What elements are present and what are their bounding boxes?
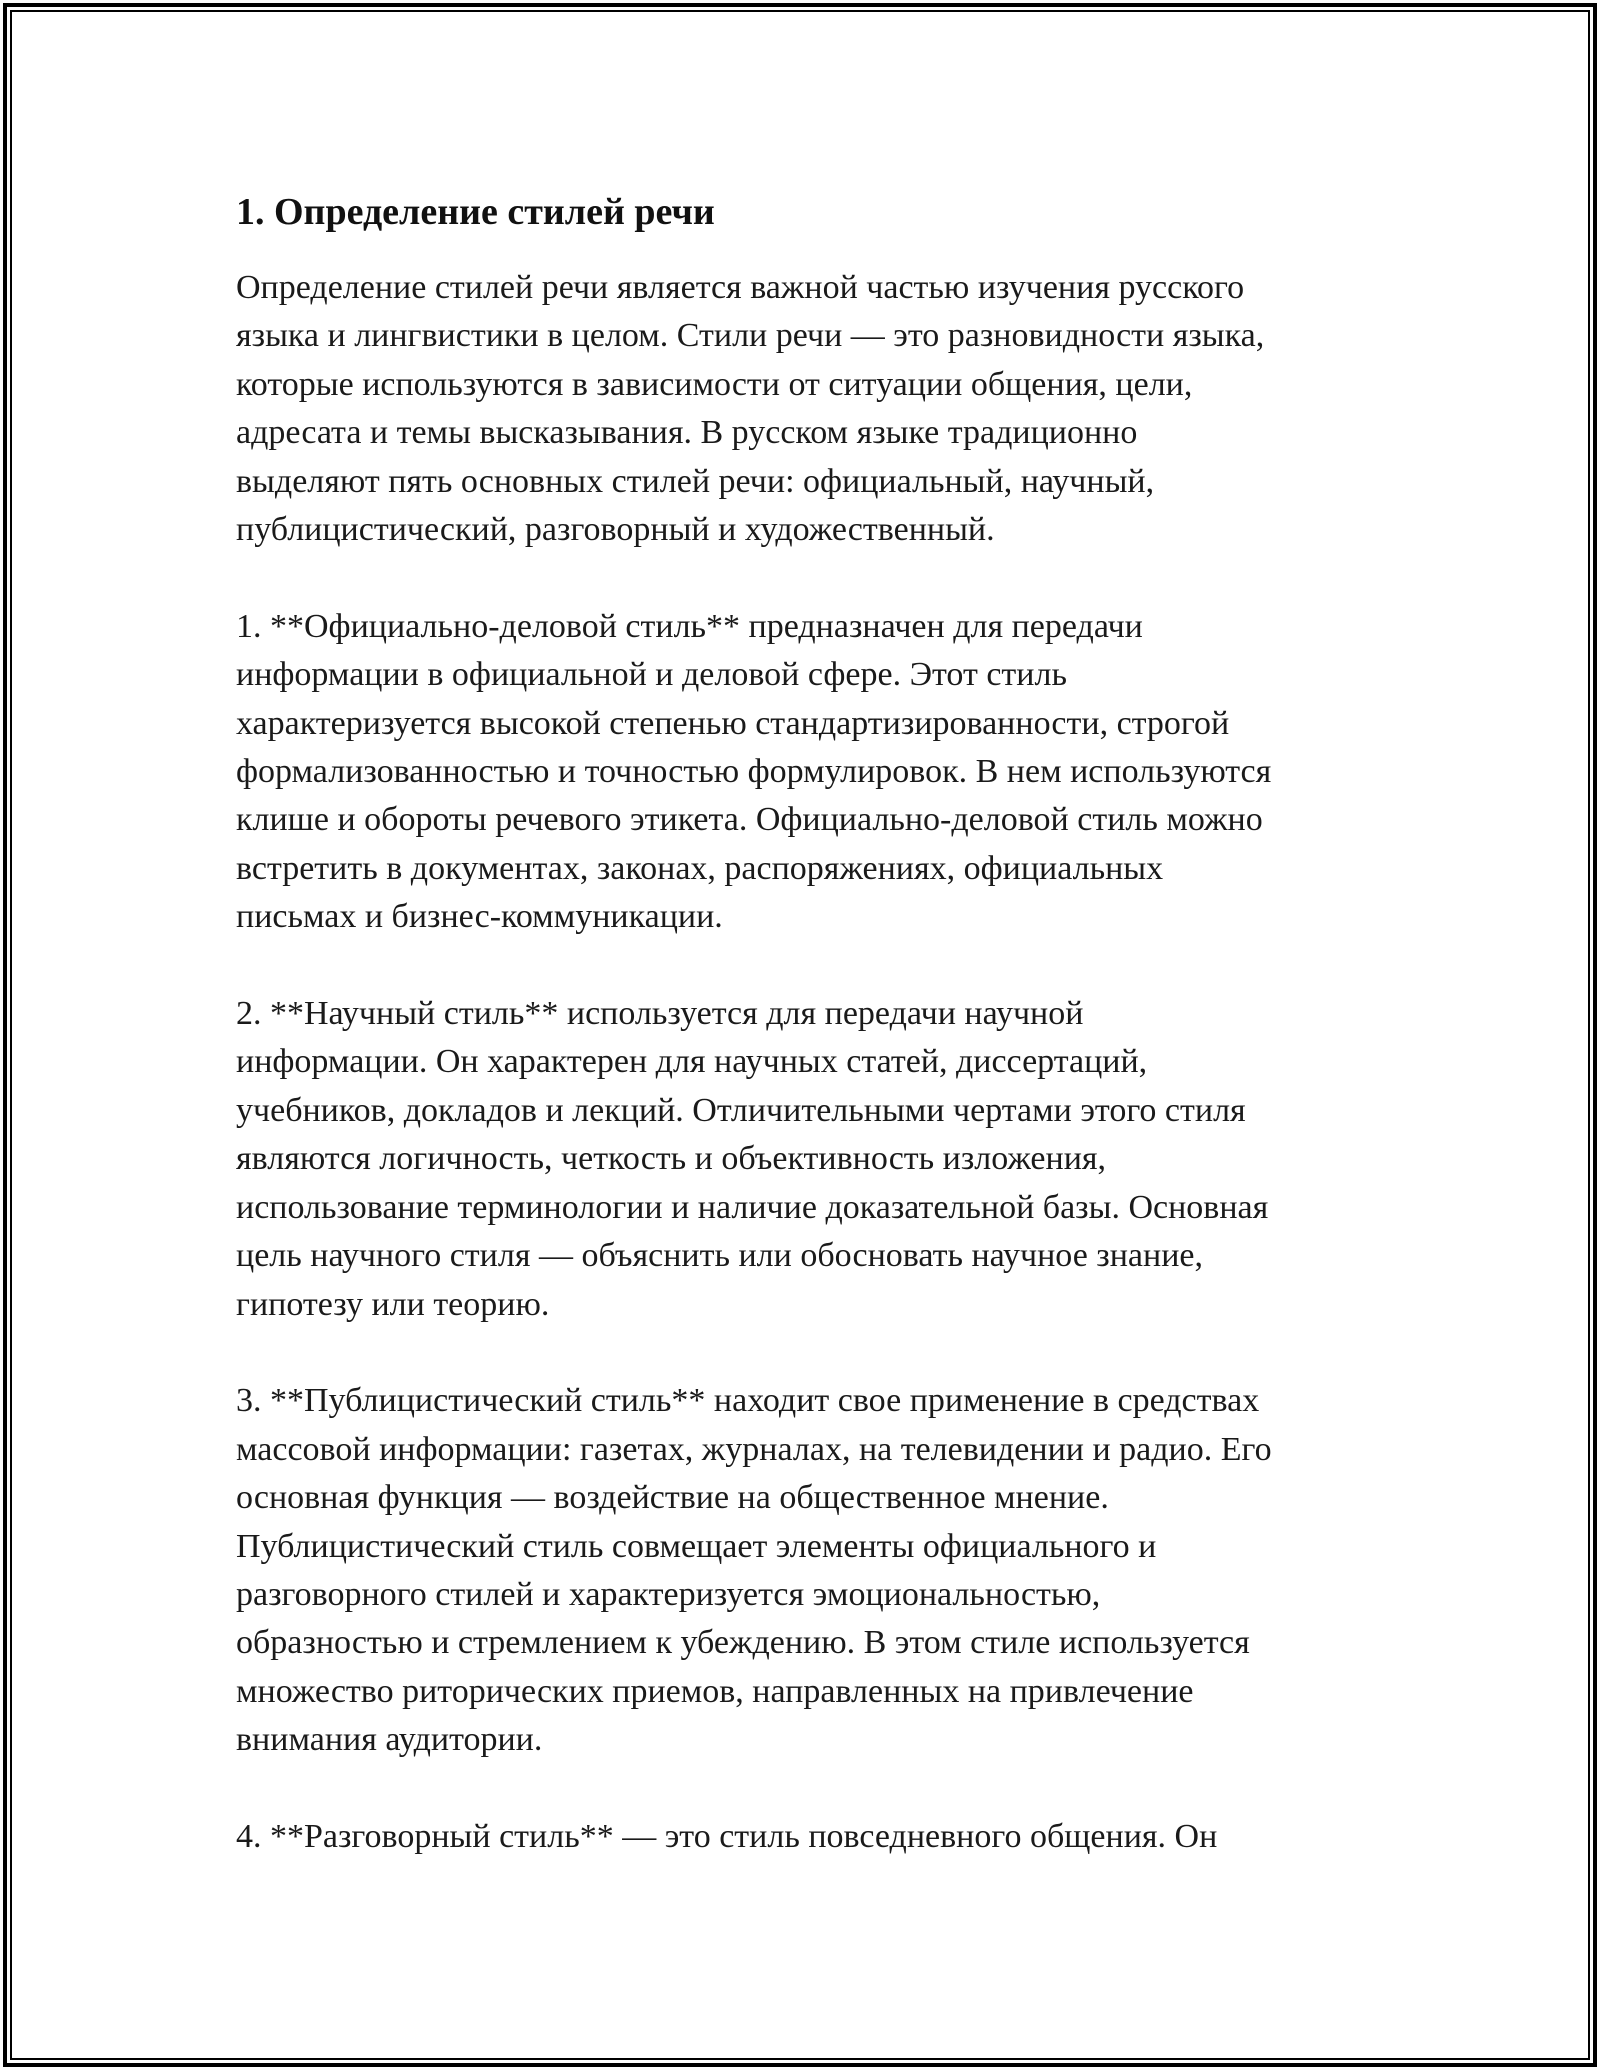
document-body bbox=[236, 188, 1376, 1861]
journalistic-style-paragraph: 3. **Публицистический стиль** находит свое применение в средствах массовой информации: газетах, журналах, на телевидении и радио. Его основная функция — воздействие на общественное мнение. Публицистический стиль совмещает элементы официального и разговорного стилей и характеризуется эмоциональностью, образностью и стремлением к убеждению. В этом стиле используется множество риторических приемов, направленных на привлечение внимания аудитории. bbox=[236, 1382, 1272, 1759]
official-style-paragraph: 1. **Официально-деловой стиль** предназначен для передачи информации в официальной и деловой сфере. Этот стиль характеризуется высокой степенью стандартизированности, строгой формализованностью и точностью формулировок. В нем используются клише и обороты речевого этикета. Официально-деловой стиль можно встретить в документах, законах, распоряжениях, официальных письмах и бизнес-коммуникации. bbox=[236, 607, 1272, 936]
section-heading: 1. Определение стилей речи bbox=[236, 191, 715, 233]
scientific-style-paragraph: 2. **Научный стиль** используется для передачи научной информации. Он характерен для научных статей, диссертаций, учебников, докладов и лекций. Отличительными чертами этого стиля являются логичность, четкость и объективность изложения, использование терминологии и наличие доказательной базы. Основная цель научного стиля — объяснить или обосновать научное знание, гипотезу или теорию. bbox=[236, 995, 1269, 1323]
intro-paragraph: Определение стилей речи является важной частью изучения русского языка и лингвистики в целом. Стили речи — это разновидности языка, которые используются в зависимости от ситуации общения, цели, адресата и темы высказывания. В русском языке традиционно выделяют пять основных стилей речи: официальный, научный, публицистический, разговорный и художественный. bbox=[236, 269, 1265, 549]
colloquial-style-paragraph: 4. **Разговорный стиль** — это стиль повседневного общения. Он bbox=[236, 1817, 1218, 1855]
